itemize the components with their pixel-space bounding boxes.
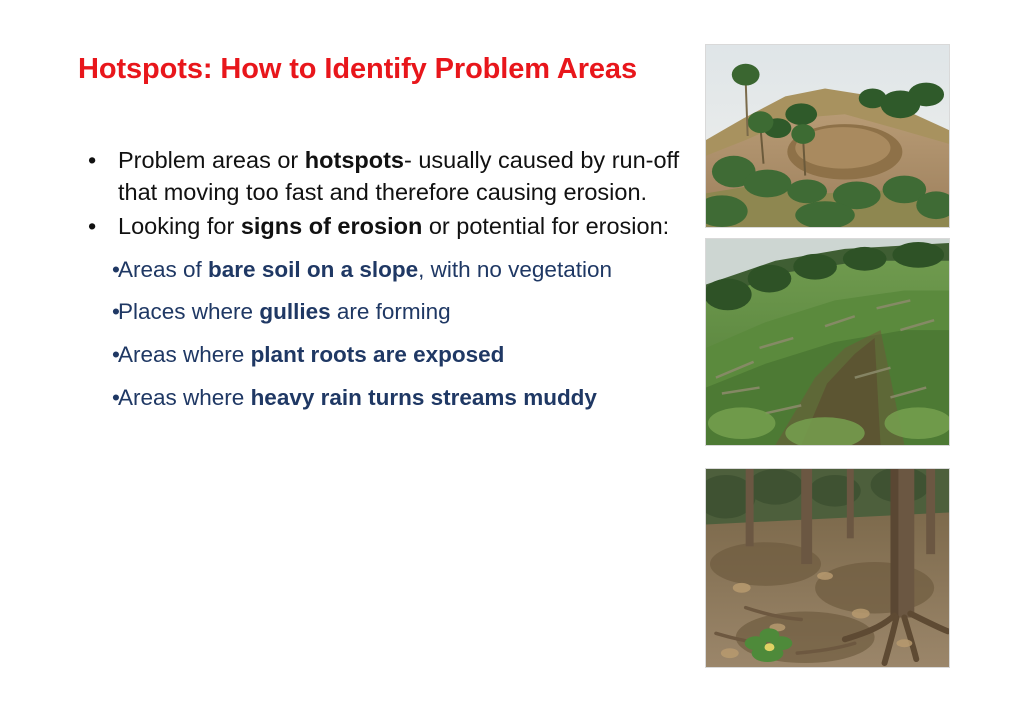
photo-forest-roots	[705, 468, 950, 668]
sub-bullet-text: Areas where heavy rain turns streams muddy	[118, 384, 597, 410]
bullet-marker: •	[112, 256, 120, 282]
bullet-marker: •	[112, 299, 120, 325]
bullet-marker: •	[88, 147, 97, 173]
bullet-text: Problem areas or hotspots- usually caused by run-off that moving too fast and therefore causing erosion.	[118, 147, 680, 205]
bullet-marker: •	[112, 342, 120, 368]
sub-bullet-item	[78, 340, 708, 371]
bullet-text: Looking for signs of erosion or potential for erosion:	[118, 212, 670, 239]
bullet-item	[78, 145, 708, 209]
bullet-item	[78, 211, 708, 243]
sub-bullet-item	[78, 383, 708, 414]
photo-green-slope	[705, 238, 950, 446]
sub-bullet-text: Places where gullies are forming	[118, 299, 451, 325]
sub-bullet-text: Areas where plant roots are exposed	[118, 342, 505, 368]
sub-bullet-text: Areas of bare soil on a slope, with no vegetation	[118, 256, 612, 282]
slide-body	[78, 145, 708, 413]
bullet-marker: •	[112, 384, 120, 410]
page-title: Hotspots: How to Identify Problem Areas	[78, 53, 637, 85]
bullet-marker: •	[88, 212, 97, 239]
sub-bullet-item	[78, 297, 708, 328]
photo-hillside-bare	[705, 44, 950, 228]
sub-bullet-item	[78, 255, 708, 286]
